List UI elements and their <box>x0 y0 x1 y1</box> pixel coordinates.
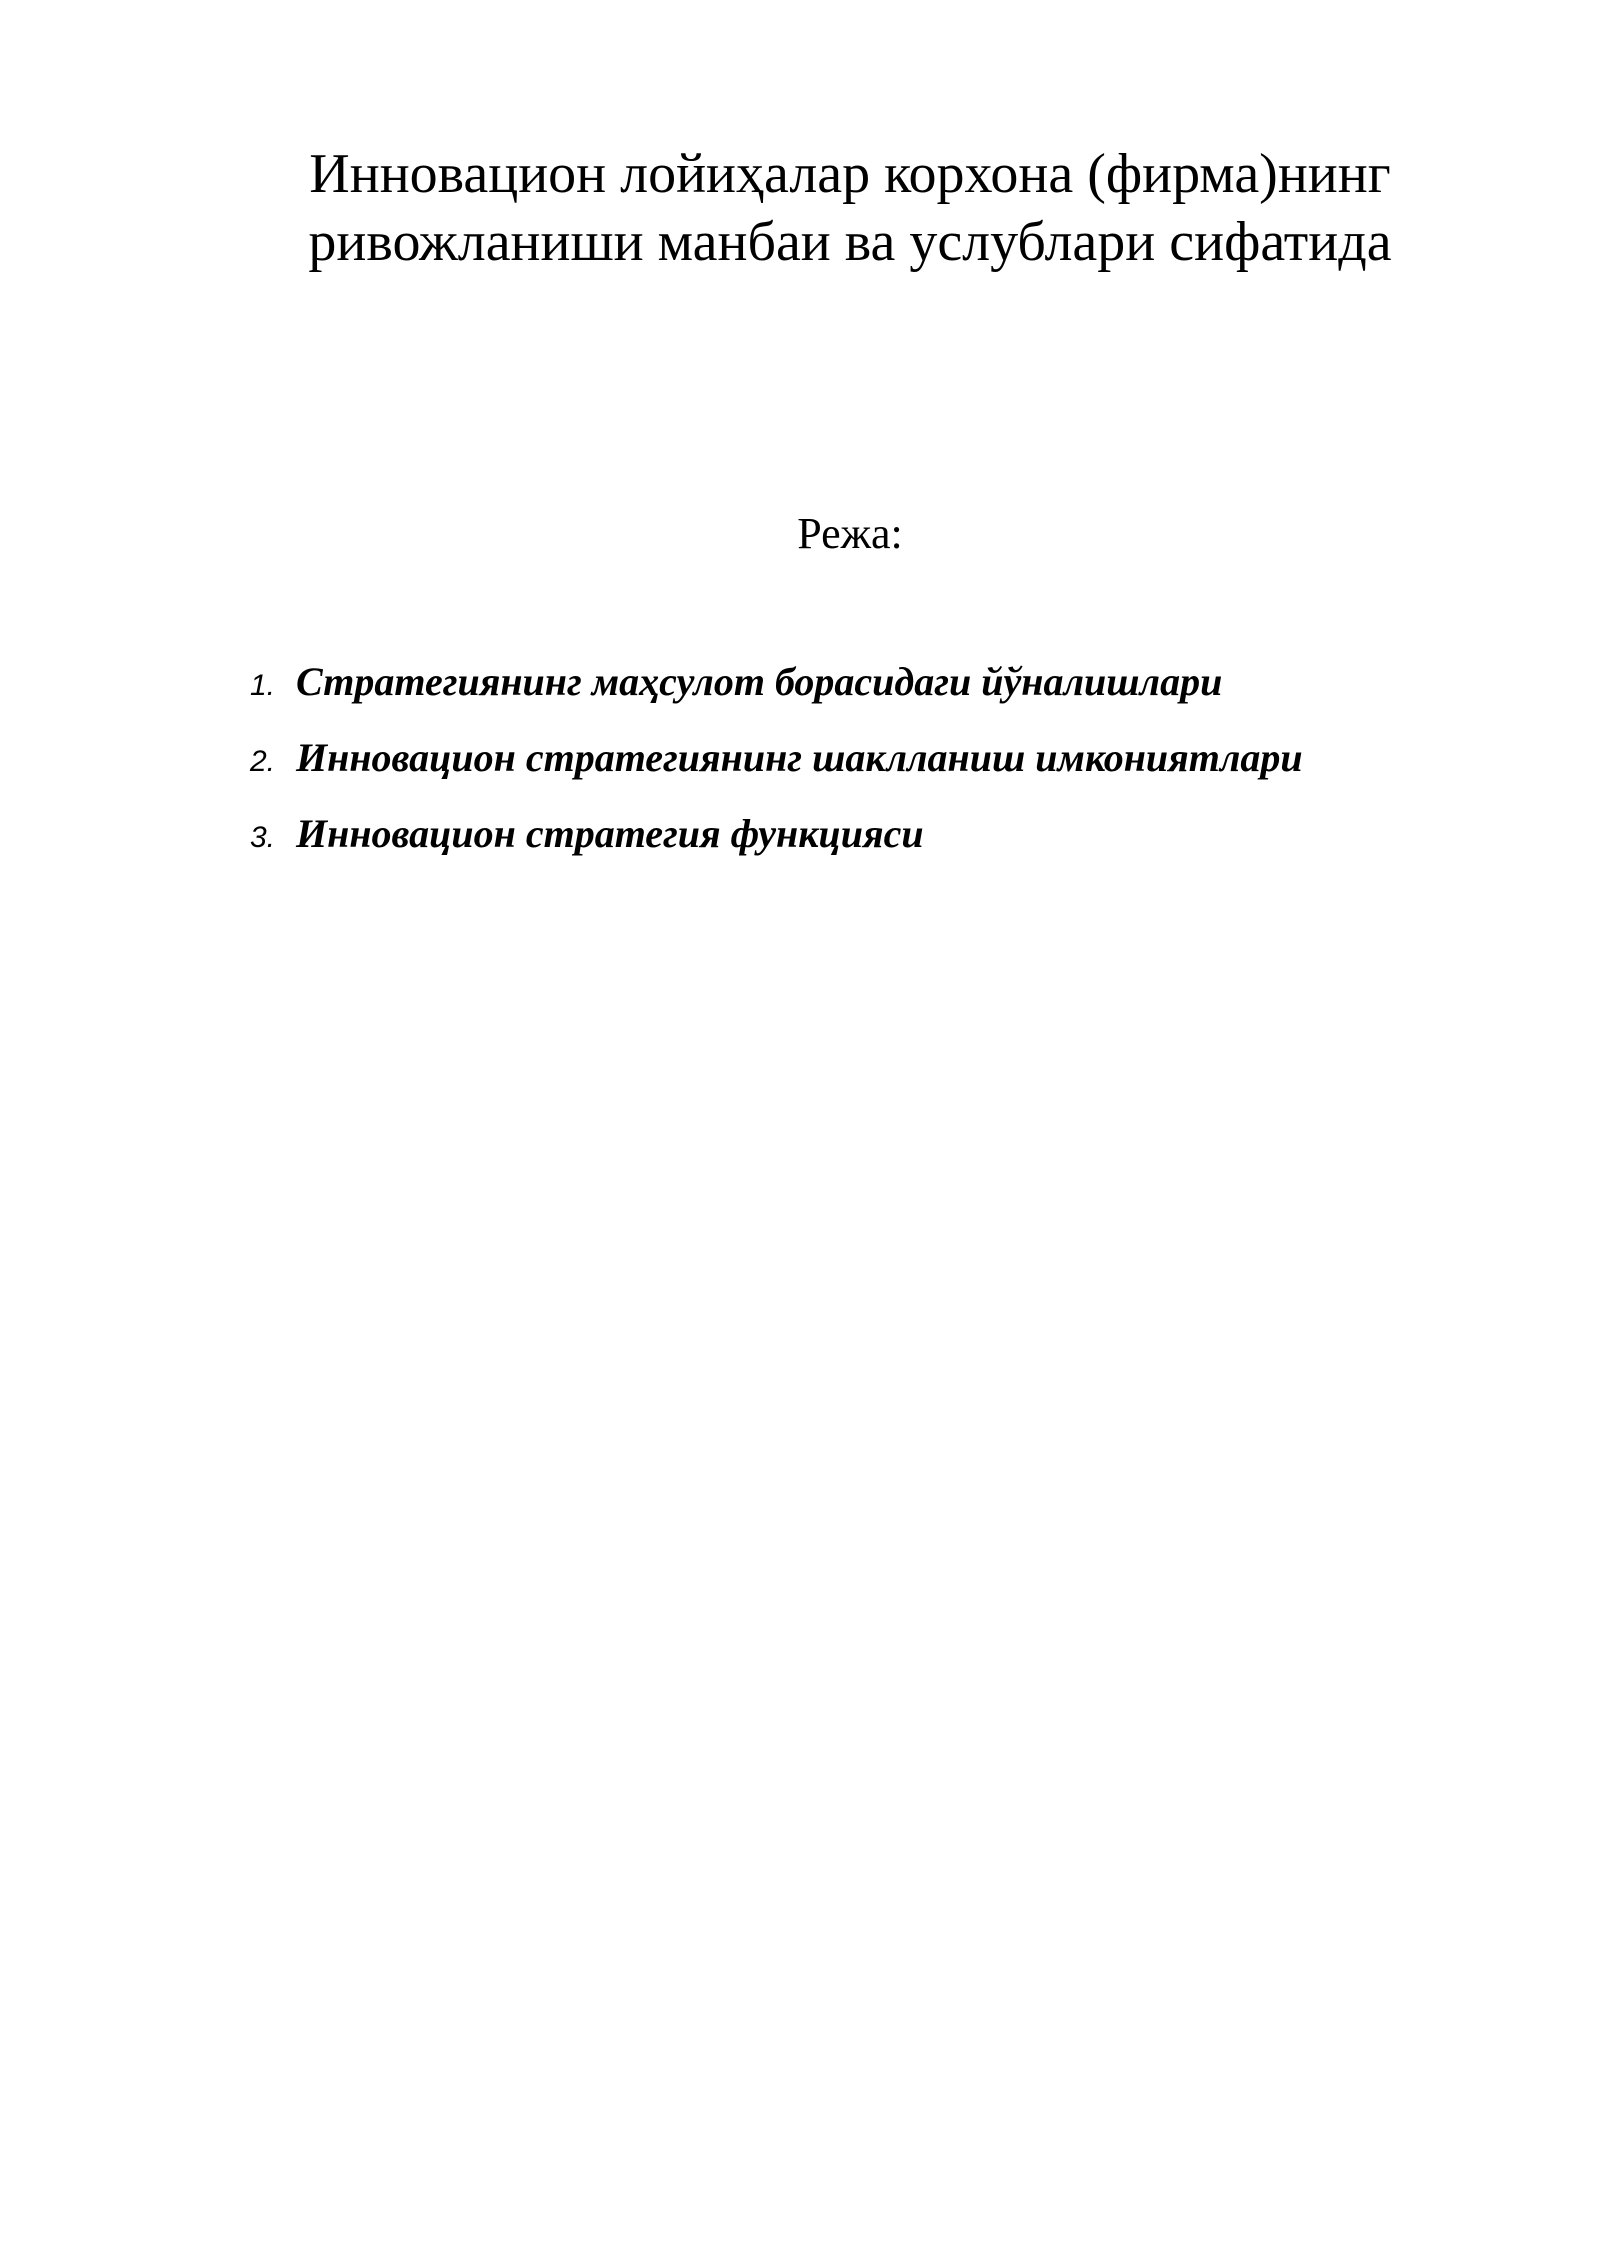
plan-item-number: 3. <box>250 821 276 854</box>
plan-list <box>250 656 1500 884</box>
document-title-line-2: ривожланиши манбаи ва услублари сифатида <box>308 211 1392 273</box>
plan-item-number: 1. <box>250 669 276 702</box>
plan-item-text: Стратегиянинг маҳсулот борасидаги йўналишлари <box>296 659 1223 704</box>
plan-item-text: Инновацион стратегия функцияси <box>296 811 924 856</box>
plan-item-3 <box>250 808 1500 884</box>
plan-item-number: 2. <box>250 745 276 778</box>
document-title-line-1: Инновацион лойиҳалар корхона (фирма)нинг <box>309 143 1391 205</box>
plan-item-2 <box>250 732 1500 808</box>
plan-heading: Режа: <box>797 509 903 558</box>
plan-item-text: Инновацион стратегиянинг шаклланиш имкониятлари <box>296 735 1303 780</box>
document-title <box>240 140 1460 276</box>
plan-item-1 <box>250 656 1500 732</box>
